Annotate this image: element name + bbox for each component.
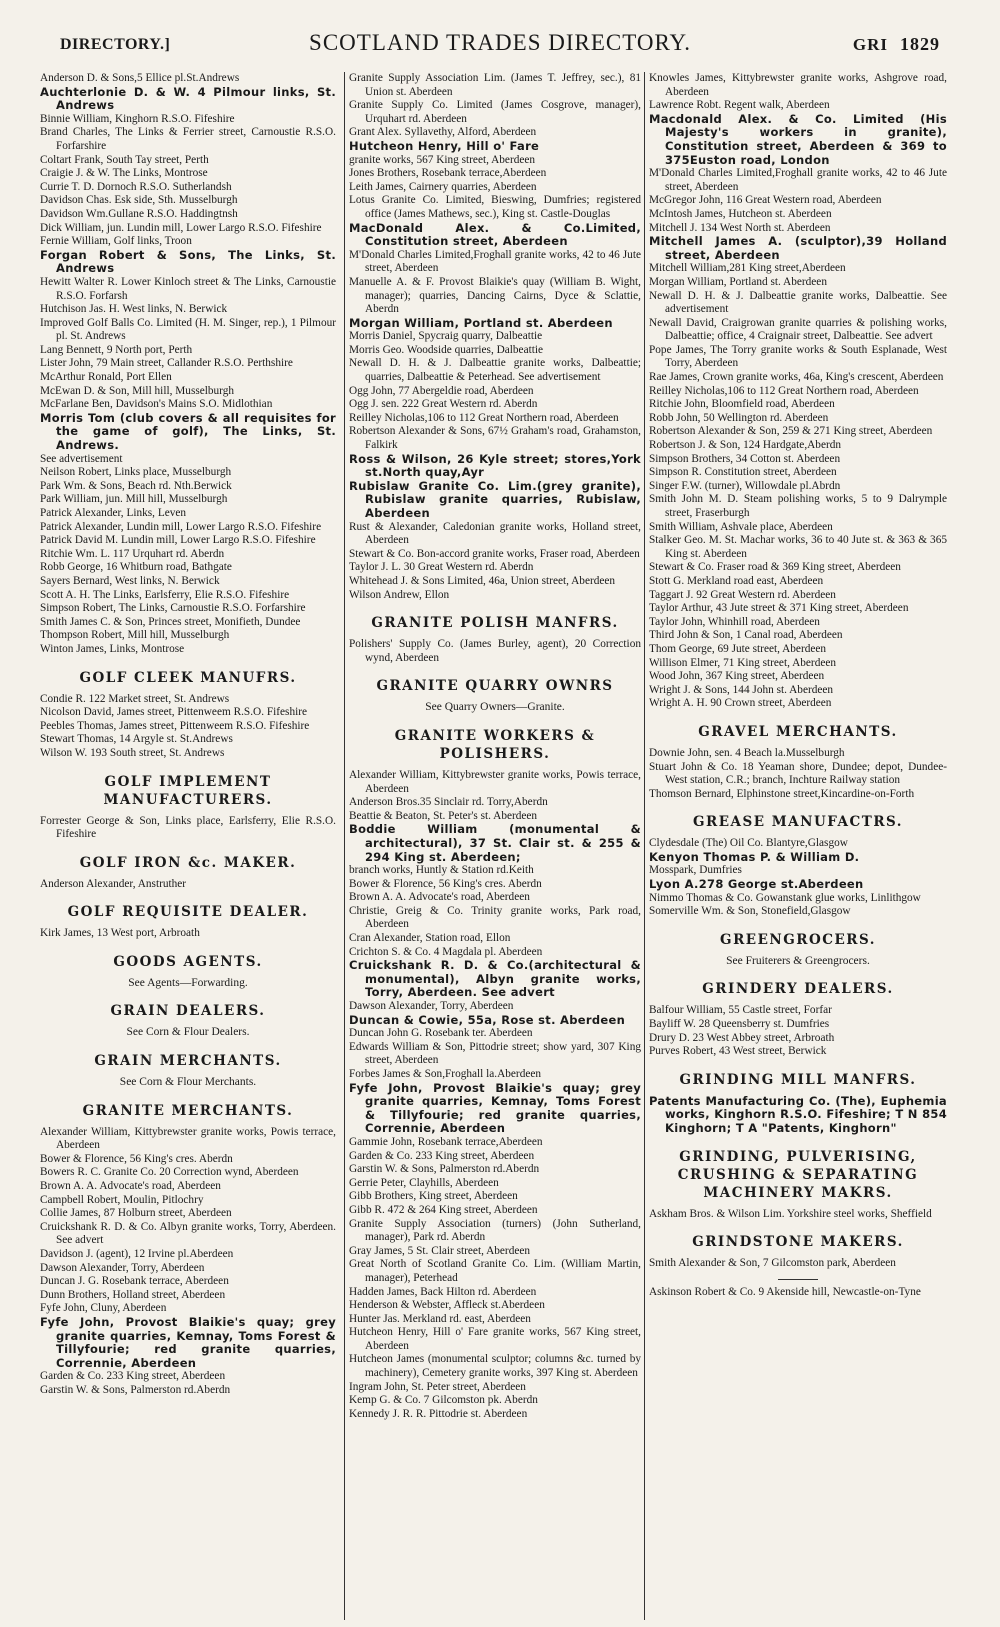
directory-entry: Simpson Brothers, 34 Cotton st. Aberdeen bbox=[649, 452, 841, 465]
directory-entry: Fyfe John, Cluny, Aberdeen bbox=[40, 1302, 167, 1315]
directory-entry: Thom George, 69 Jute street, Aberdeen bbox=[649, 642, 827, 655]
directory-entry: Nicolson David, James street, Pittenweem R.S.O. Fifeshire bbox=[40, 706, 308, 719]
section-heading: GRAIN MERCHANTS. bbox=[94, 1053, 282, 1070]
directory-entry: Dawson Alexander, Torry, Aberdeen bbox=[349, 1000, 514, 1013]
directory-entry: branch works, Huntly & Station rd.Keith bbox=[349, 864, 534, 877]
directory-entry: Patrick Alexander, Links, Leven bbox=[40, 507, 187, 519]
directory-entry: Smith William, Ashvale place, Aberdeen bbox=[649, 520, 833, 533]
column-1 bbox=[40, 72, 336, 1620]
directory-entry: Hutcheon Henry, Hill o' Fare granite works, 567 King street, Aberdeen bbox=[349, 1326, 641, 1352]
directory-entry: Sayers Bernard, West links, N. Berwick bbox=[40, 574, 220, 587]
column-2 bbox=[344, 72, 641, 1620]
directory-entry: Bowers R. C. Granite Co. 20 Correction wynd, Aberdeen bbox=[40, 1166, 299, 1179]
directory-entry: Robertson J. & Son, 124 Hardgate,Aberdn bbox=[649, 439, 842, 452]
directory-entry: Wright A. H. 90 Crown street, Aberdeen bbox=[649, 697, 832, 710]
directory-entry: Crichton S. & Co. 4 Magdala pl. Aberdeen bbox=[349, 945, 543, 958]
directory-entry: Reilley Nicholas,106 to 112 Great Northern road, Aberdeen bbox=[349, 411, 619, 424]
directory-entry: Robertson Alexander & Son, 259 & 271 King street, Aberdeen bbox=[649, 425, 933, 438]
directory-entry: Jones Brothers, Rosebank terrace,Aberdeen bbox=[349, 167, 547, 180]
directory-entry: Scott A. H. The Links, Earlsferry, Elie R.S.O. Fifeshire bbox=[40, 588, 290, 601]
directory-entry: Singer F.W. (turner), Willowdale pl.Abrdn bbox=[649, 479, 841, 492]
directory-entry: Thompson Robert, Mill hill, Musselburgh bbox=[40, 629, 230, 642]
directory-entry: Hutchison Jas. H. West links, N. Berwick bbox=[40, 303, 228, 316]
directory-entry: Park Wm. & Sons, Beach rd. Nth.Berwick bbox=[40, 479, 232, 492]
directory-entry: Currie T. D. Dornoch R.S.O. Sutherlandsh bbox=[40, 180, 232, 193]
directory-entry: Robb John, 50 Wellington rd. Aberdeen bbox=[649, 411, 829, 424]
directory-entry: Mitchell William,281 King street,Aberdeen bbox=[649, 262, 846, 275]
directory-entry: Wilson W. 193 South street, St. Andrews bbox=[40, 746, 225, 759]
directory-entry: Lister John, 79 Main street, Callander R.S.O. Perthshire bbox=[40, 357, 293, 370]
section-heading: GOLF IRON &c. MAKER. bbox=[79, 854, 297, 871]
directory-entry: Ritchie John, Bloomfield road, Aberdeen bbox=[649, 398, 835, 411]
directory-entry: M'Donald Charles Limited,Froghall granite works, 42 to 46 Jute street, Aberdeen bbox=[649, 167, 947, 193]
directory-entry: Anderson D. & Sons,5 Ellice pl.St.Andrews bbox=[40, 72, 240, 84]
directory-entry: McGregor John, 116 Great Western road, Aberdeen bbox=[649, 194, 882, 207]
directory-entry: Morgan William, Portland st. Aberdeen bbox=[649, 275, 827, 288]
directory-entry: Smith James C. & Son, Princes street, Monifieth, Dundee bbox=[40, 615, 301, 628]
directory-entry: Alexander William, Kittybrewster granite works, Powis terrace, Aberdeen bbox=[349, 768, 641, 795]
directory-entry: Garden & Co. 233 King street, Aberdeen bbox=[40, 1370, 226, 1383]
directory-entry: Taylor John, Whinhill road, Aberdeen bbox=[649, 615, 820, 628]
directory-entry: Alexander William, Kittybrewster granite works, Powis terrace, Aberdeen bbox=[40, 1125, 336, 1152]
directory-entry-bold: Rubislaw Granite Co. Lim.(grey granite), Rubislaw granite quarries, Rubislaw, Aberdeen bbox=[349, 478, 641, 520]
directory-entry: Simpson R. Constitution street, Aberdeen bbox=[649, 466, 837, 479]
directory-entry: Pope James, The Torry granite works & South Esplanade, West Torry, Aberdeen bbox=[649, 343, 947, 370]
directory-entry: Knowles James, Kittybrewster granite works, Ashgrove road, Aberdeen bbox=[649, 72, 947, 98]
directory-entry-bold: Hutcheon Henry, Hill o' Fare bbox=[349, 138, 540, 153]
directory-entry: Dunn Brothers, Holland street, Aberdeen bbox=[40, 1288, 226, 1301]
directory-entry: Balfour William, 55 Castle street, Forfar bbox=[649, 1004, 832, 1017]
header-left: DIRECTORY.] bbox=[60, 36, 171, 53]
section-heading: GRINDING, PULVERISING, CRUSHING & SEPARATING MACHINERY MAKRS. bbox=[677, 1148, 919, 1201]
page-number: 1829 bbox=[900, 34, 940, 54]
directory-entry: Ogg J. sen. 222 Great Western rd. Aberdn bbox=[349, 398, 538, 411]
section-heading: GOLF CLEEK MANUFRS. bbox=[79, 669, 297, 686]
see-reference: See Fruiterers & Greengrocers. bbox=[726, 954, 870, 967]
directory-entry: Gray James, 5 St. Clair street, Aberdeen bbox=[349, 1244, 531, 1257]
directory-entry: Newall D. H. & J. Dalbeattie granite works, Dalbeattie; quarries, Dalbeattie & Peterhead. See advertisement bbox=[349, 357, 641, 384]
directory-entry: Smith Alexander & Son, 7 Gilcomston park, Aberdeen bbox=[649, 1257, 896, 1270]
directory-entry: Taggart J. 92 Great Western rd. Aberdeen bbox=[649, 588, 836, 601]
directory-entry: McFarlane Ben, Davidson's Mains S.O. Midlothian bbox=[40, 398, 273, 411]
header-range: GRI bbox=[852, 35, 888, 54]
see-reference: See Corn & Flour Dealers. bbox=[126, 1026, 250, 1039]
directory-entry: Bower & Florence, 56 King's cres. Aberdn bbox=[349, 877, 542, 890]
directory-entry: Whitehead J. & Sons Limited, 46a, Union street, Aberdeen bbox=[349, 574, 616, 587]
section-heading: GRANITE QUARRY OWNRS bbox=[376, 678, 614, 695]
directory-entry: Mosspark, Dumfries bbox=[649, 864, 742, 877]
directory-entry: Reilley Nicholas,106 to 112 Great Northern road, Aberdeen bbox=[649, 384, 919, 397]
directory-entry: Kirk James, 13 West port, Arbroath bbox=[40, 927, 200, 940]
section-heading: GREASE MANUFACTRS. bbox=[692, 814, 904, 831]
section-heading: GRANITE MERCHANTS. bbox=[82, 1102, 294, 1119]
directory-entry: McIntosh James, Hutcheon st. Aberdeen bbox=[649, 207, 832, 220]
directory-entry-bold: Kenyon Thomas P. & William D. bbox=[649, 849, 860, 864]
directory-entry: Duncan John G. Rosebank ter. Aberdeen bbox=[349, 1027, 533, 1040]
directory-entry: Anderson Bros.35 Sinclair rd. Torry,Aberdn bbox=[349, 796, 548, 809]
section-heading: GRINDSTONE MAKERS. bbox=[692, 1234, 904, 1251]
directory-entry-bold: Morgan William, Portland st. Aberdeen bbox=[349, 315, 613, 330]
section-heading: GOODS AGENTS. bbox=[113, 953, 263, 970]
column-3 bbox=[644, 72, 947, 1620]
directory-entry: Park William, jun. Mill hill, Musselburgh bbox=[40, 493, 228, 506]
directory-entry: Granite Supply Co. Limited (James Cosgrove, manager), Urquhart rd. Aberdeen bbox=[349, 99, 641, 125]
directory-entry: Stewart Thomas, 14 Argyle st. St.Andrews bbox=[40, 733, 233, 746]
directory-entry: Smith John M. D. Steam polishing works, 5 to 9 Dalrymple street, Fraserburgh bbox=[649, 493, 947, 519]
directory-entry: Robertson Alexander & Sons, 67½ Graham's road, Grahamston, Falkirk bbox=[349, 425, 641, 452]
directory-entry: Kemp G. & Co. 7 Gilcomston pk. Aberdn bbox=[349, 1394, 538, 1407]
directory-entry: Bower & Florence, 56 King's cres. Aberdn bbox=[40, 1152, 233, 1165]
directory-entry-bold: Ross & Wilson, 26 Kyle street; stores,York st.North quay,Ayr bbox=[349, 451, 641, 480]
section-heading: GOLF REQUISITE DEALER. bbox=[67, 904, 309, 921]
directory-entry: Great North of Scotland Granite Co. Lim. (William Martin, manager), Peterhead bbox=[349, 1258, 641, 1284]
directory-entry: Edwards William & Son, Pittodrie street; show yard, 307 King street, Aberdeen bbox=[349, 1040, 641, 1067]
directory-entry: Cruickshank R. D. & Co. Albyn granite works, Torry, Aberdeen. See advert bbox=[40, 1220, 336, 1247]
directory-entry: Patrick David M. Lundin mill, Lower Largo R.S.O. Fifeshire bbox=[40, 534, 316, 547]
see-reference: See Agents—Forwarding. bbox=[128, 976, 248, 989]
directory-entry: Peebles Thomas, James street, Pittenweem R.S.O. Fifeshire bbox=[40, 719, 310, 732]
directory-entry: Askinson Robert & Co. 9 Akenside hill, Newcastle-on-Tyne bbox=[649, 1285, 921, 1298]
directory-entry: Fernie William, Golf links, Troon bbox=[40, 235, 192, 248]
directory-entry: Craigie J. & W. The Links, Montrose bbox=[40, 167, 208, 180]
directory-entry: Simpson Robert, The Links, Carnoustie R.S.O. Forfarshire bbox=[40, 602, 306, 615]
directory-entry: Brand Charles, The Links & Ferrier street, Carnoustie R.S.O. Forfarshire bbox=[40, 126, 336, 152]
directory-entry: Somerville Wm. & Son, Stonefield,Glasgow bbox=[649, 905, 851, 918]
directory-entry: Lang Bennett, 9 North port, Perth bbox=[40, 343, 193, 356]
directory-entry: Granite Supply Association (turners) (John Sutherland, manager), Park rd. Aberdn bbox=[349, 1217, 641, 1244]
section-heading: GREENGROCERS. bbox=[720, 931, 876, 948]
directory-entry: Dick William, jun. Lundin mill, Lower Largo R.S.O. Fifeshire bbox=[40, 221, 322, 234]
directory-entry: Stalker Geo. M. St. Machar works, 36 to 40 Jute st. & 363 & 365 King st. Aberdeen bbox=[649, 534, 947, 560]
directory-entry: Cran Alexander, Station road, Ellon bbox=[349, 932, 511, 945]
directory-entry: Dawson Alexander, Torry, Aberdeen bbox=[40, 1261, 205, 1274]
directory-entry-bold: Patents Manufacturing Co. (The), Euphemia works, Kinghorn R.S.O. Fifeshire; T N 854 Kinghorn; T A "Patents, Kinghorn" bbox=[649, 1093, 947, 1135]
directory-entry: Coltart Frank, South Tay street, Perth bbox=[40, 153, 209, 166]
directory-entry: Ritchie Wm. L. 117 Urquhart rd. Aberdn bbox=[40, 547, 225, 560]
section-heading: GRANITE WORKERS & POLISHERS. bbox=[394, 727, 596, 762]
directory-entry-bold: MacDonald Alex. & Co.Limited, Constitution street, Aberdeen bbox=[349, 220, 641, 249]
directory-entry: Leith James, Cairnery quarries, Aberdeen bbox=[349, 180, 537, 193]
directory-entry: Garden & Co. 233 King street, Aberdeen bbox=[349, 1149, 535, 1162]
directory-entry: Campbell Robert, Moulin, Pitlochry bbox=[40, 1193, 204, 1206]
directory-entry: Davidson J. (agent), 12 Irvine pl.Aberdeen bbox=[40, 1248, 234, 1260]
directory-entry: Christie, Greig & Co. Trinity granite works, Park road, Aberdeen bbox=[349, 904, 641, 931]
section-heading: GOLF IMPLEMENT MANUFACTURERS. bbox=[103, 773, 273, 808]
directory-entry: Taylor Arthur, 43 Jute street & 371 King street, Aberdeen bbox=[649, 602, 909, 615]
directory-entry: McEwan D. & Son, Mill hill, Musselburgh bbox=[40, 384, 235, 397]
directory-entry: Patrick Alexander, Lundin mill, Lower Largo R.S.O. Fifeshire bbox=[40, 520, 322, 533]
directory-entry: Manuelle A. & F. Provost Blaikie's quay (William B. Wight, manager); quarries, Dancing Cairns, Dyce & Sclattie, Aberdn bbox=[349, 275, 641, 316]
directory-entry: Morris Geo. Woodside quarries, Dalbeattie bbox=[349, 343, 544, 356]
section-heading: GRINDING MILL MANFRS. bbox=[679, 1071, 917, 1088]
directory-entry-bold: Morris Tom (club covers & all requisites for the game of golf), The Links, St. Andrews. bbox=[40, 410, 336, 453]
directory-entry: Drury D. 23 West Abbey street, Arbroath bbox=[649, 1031, 835, 1044]
directory-entry: Bayliff W. 28 Queensberry st. Dumfries bbox=[649, 1018, 830, 1031]
directory-entry: Kennedy J. R. R. Pittodrie st. Aberdeen bbox=[349, 1407, 528, 1420]
directory-entry: Taylor J. L. 30 Great Western rd. Aberdn bbox=[349, 561, 534, 574]
directory-entry: Willison Elmer, 71 King street, Aberdeen bbox=[649, 656, 837, 669]
directory-entry: Forbes James & Son,Froghall la.Aberdeen bbox=[349, 1068, 542, 1080]
directory-entry: Wright J. & Sons, 144 John st. Aberdeen bbox=[649, 683, 834, 696]
directory-entry-bold: Duncan & Cowie, 55a, Rose st. Aberdeen bbox=[349, 1012, 626, 1027]
directory-entry: Forrester George & Son, Links place, Earlsferry, Elie R.S.O. Fifeshire bbox=[40, 814, 336, 841]
header-right bbox=[853, 34, 940, 55]
directory-entry: Stott G. Merkland road east, Aberdeen bbox=[649, 574, 824, 587]
directory-entry: Gibb Brothers, King street, Aberdeen bbox=[349, 1190, 518, 1203]
directory-entry: Third John & Son, 1 Canal road, Aberdeen bbox=[649, 629, 843, 642]
directory-entry: Ingram John, St. Peter street, Aberdeen bbox=[349, 1380, 526, 1393]
directory-entry-bold: Forgan Robert & Sons, The Links, St. Andrews bbox=[40, 247, 336, 276]
directory-entry: Lawrence Robt. Regent walk, Aberdeen bbox=[649, 99, 830, 112]
directory-entry: Wood John, 367 King street, Aberdeen bbox=[649, 670, 825, 683]
directory-entry: Davidson Chas. Esk side, Sth. Musselburgh bbox=[40, 194, 238, 207]
divider bbox=[778, 1279, 818, 1280]
directory-entry: Wilson Andrew, Ellon bbox=[349, 588, 450, 601]
directory-entry: Gammie John, Rosebank terrace,Aberdeen bbox=[349, 1135, 543, 1148]
directory-entry: Clydesdale (The) Oil Co. Blantyre,Glasgow bbox=[649, 837, 848, 850]
page-header bbox=[60, 30, 940, 62]
directory-entry-bold: Lyon A.278 George st.Aberdeen bbox=[649, 877, 864, 892]
page-title: SCOTLAND TRADES DIRECTORY. bbox=[309, 30, 691, 55]
directory-entry-bold: Macdonald Alex. & Co. Limited (His Majesty's workers in granite), Constitution street, Aberdeen & 369 to 375Euston road, London bbox=[649, 111, 947, 167]
directory-entry: M'Donald Charles Limited,Froghall granite works, 42 to 46 Jute street, Aberdeen bbox=[349, 248, 641, 275]
directory-entry: Mitchell J. 134 West North st. Aberdeen bbox=[649, 221, 831, 234]
directory-entry: Newall David, Craigrowan granite quarries & polishing works, Dalbeattie; office, 4 Craignair street, Dalbeattie. See advert bbox=[649, 316, 947, 343]
directory-entry-bold: Mitchell James A. (sculptor),39 Holland street, Aberdeen bbox=[649, 234, 947, 262]
directory-entry: Binnie William, Kinghorn R.S.O. Fifeshire bbox=[40, 112, 235, 125]
directory-entry: Robb George, 16 Whitburn road, Bathgate bbox=[40, 561, 232, 574]
see-reference: See Corn & Flour Merchants. bbox=[119, 1076, 257, 1089]
directory-entry: granite works, 567 King street, Aberdeen bbox=[349, 153, 536, 166]
directory-entry: Gibb R. 472 & 264 King street, Aberdeen bbox=[349, 1203, 538, 1216]
directory-entry: Hunter Jas. Merkland rd. east, Aberdeen bbox=[349, 1312, 531, 1325]
directory-entry: Garstin W. & Sons, Palmerston rd.Aberdn bbox=[349, 1163, 540, 1176]
directory-entry: Collie James, 87 Holburn street, Aberdeen bbox=[40, 1207, 232, 1220]
directory-entry-bold: Fyfe John, Provost Blaikie's quay; grey granite quarries, Kemnay, Toms Forest & Tillyfourie; red granite quarries, Corrennie, Aberdeen bbox=[40, 1314, 336, 1370]
directory-entry: Stewart & Co. Fraser road & 369 King street, Aberdeen bbox=[649, 561, 901, 574]
directory-entry: Purves Robert, 43 West street, Berwick bbox=[649, 1045, 827, 1058]
directory-entry: Neilson Robert, Links place, Musselburgh bbox=[40, 466, 232, 479]
directory-entry: Beattie & Beaton, St. Peter's st. Aberdeen bbox=[349, 809, 538, 822]
directory-entry: Ogg John, 77 Abergeldie road, Aberdeen bbox=[349, 384, 534, 397]
directory-entry: Grant Alex. Syllavethy, Alford, Aberdeen bbox=[349, 126, 537, 139]
directory-entry: Thomson Bernard, Elphinstone street,Kincardine-on-Forth bbox=[649, 787, 915, 800]
directory-entry: Askham Bros. & Wilson Lim. Yorkshire steel works, Sheffield bbox=[649, 1207, 932, 1220]
directory-entry: Nimmo Thomas & Co. Gowanstank glue works, Linlithgow bbox=[649, 891, 921, 904]
directory-entry: Stuart John & Co. 18 Yeaman shore, Dundee; depot, Dundee-West station, C.R.; branch, Inchture Railway station bbox=[649, 760, 947, 787]
directory-entry-bold: Cruickshank R. D. & Co.(architectural & monumental), Albyn granite works, Torry, Aberdeen. See advert bbox=[349, 958, 641, 1000]
directory-entry: Granite Supply Association Lim. (James T. Jeffrey, sec.), 81 Union st. Aberdeen bbox=[349, 72, 641, 98]
directory-entry: Brown A. A. Advocate's road, Aberdeen bbox=[40, 1180, 221, 1193]
directory-entry: Hewitt Walter R. Lower Kinloch street & The Links, Carnoustie R.S.O. Forfarsh bbox=[40, 275, 336, 302]
directory-entry-bold: Auchterlonie D. & W. 4 Pilmour links, St. Andrews bbox=[40, 84, 336, 113]
directory-entry: Duncan J. G. Rosebank terrace, Aberdeen bbox=[40, 1275, 229, 1288]
see-reference: See Quarry Owners—Granite. bbox=[425, 701, 565, 714]
directory-entry: McArthur Ronald, Port Ellen bbox=[40, 371, 172, 384]
section-heading: GRINDERY DEALERS. bbox=[702, 981, 894, 998]
directory-entry: Henderson & Webster, Affleck st.Aberdeen bbox=[349, 1299, 545, 1312]
directory-entry: Polishers' Supply Co. (James Burley, agent), 20 Correction wynd, Aberdeen bbox=[349, 638, 641, 664]
directory-entry: See advertisement bbox=[40, 452, 123, 465]
directory-entry: Stewart & Co. Bon-accord granite works, Fraser road, Aberdeen bbox=[349, 547, 640, 560]
directory-entry: Rae James, Crown granite works, 46a, King's crescent, Aberdeen bbox=[649, 371, 944, 384]
directory-entry: Improved Golf Balls Co. Limited (H. M. Singer, rep.), 1 Pilmour pl. St. Andrews bbox=[40, 316, 336, 343]
directory-entry: Hutcheon James (monumental sculptor; columns &c. turned by machinery), Cemetery granite works, 397 King st. Aberdeen bbox=[349, 1353, 641, 1380]
directory-entry: Hadden James, Back Hilton rd. Aberdeen bbox=[349, 1285, 537, 1298]
section-heading: GRAVEL MERCHANTS. bbox=[698, 723, 898, 740]
directory-entry: Davidson Wm.Gullane R.S.O. Haddingtnsh bbox=[40, 207, 238, 220]
directory-entry-bold: Boddie William (monumental & architectural), 37 St. Clair st. & 255 & 294 King st. Aberdeen; bbox=[349, 822, 641, 864]
directory-entry: Condie R. 122 Market street, St. Andrews bbox=[40, 692, 230, 705]
directory-entry: Brown A. A. Advocate's road, Aberdeen bbox=[349, 891, 530, 904]
directory-entry: Rust & Alexander, Caledonian granite works, Holland street, Aberdeen bbox=[349, 520, 641, 547]
section-heading: GRANITE POLISH MANFRS. bbox=[371, 615, 619, 632]
directory-entry: Lotus Granite Co. Limited, Bieswing, Dumfries; registered office (James Mathews, sec.), King st. Castle-Douglas bbox=[349, 194, 641, 220]
directory-entry: Anderson Alexander, Anstruther bbox=[40, 877, 187, 890]
directory-entry: Downie John, sen. 4 Beach la.Musselburgh bbox=[649, 746, 845, 759]
directory-entry: Newall D. H. & J. Dalbeattie granite works, Dalbeattie. See advertisement bbox=[649, 289, 947, 316]
directory-entry: Winton James, Links, Montrose bbox=[40, 642, 185, 655]
section-heading: GRAIN DEALERS. bbox=[110, 1003, 266, 1020]
directory-entry: Gerrie Peter, Clayhills, Aberdeen bbox=[349, 1176, 499, 1189]
directory-entry: Garstin W. & Sons, Palmerston rd.Aberdn bbox=[40, 1383, 231, 1396]
directory-entry: Morris Daniel, Spycraig quarry, Dalbeattie bbox=[349, 330, 543, 343]
directory-entry-bold: Fyfe John, Provost Blaikie's quay; grey granite quarries, Kemnay, Toms Forest & Tillyfourie; red granite quarries, Corrennie, Aberdeen bbox=[349, 1080, 641, 1136]
